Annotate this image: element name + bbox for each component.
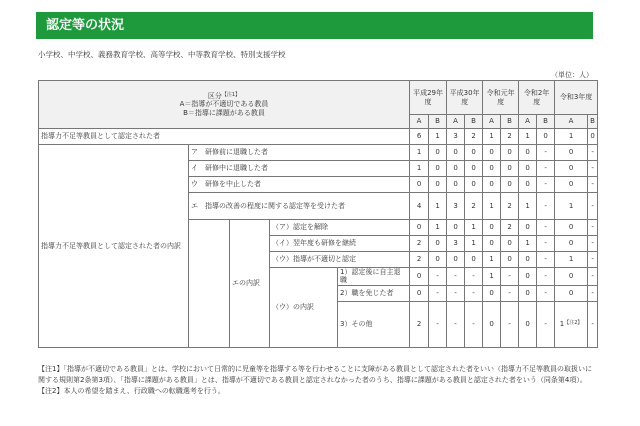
- row-label: イ 研修中に退職した者: [189, 161, 410, 177]
- cell: 0: [483, 220, 501, 236]
- cell: 0: [483, 145, 501, 161]
- cell: -: [537, 145, 555, 161]
- cell: 1: [519, 236, 537, 252]
- cell: 1: [483, 268, 501, 286]
- cell: 0: [555, 268, 588, 286]
- certification-table: [38, 80, 598, 348]
- cell: 0: [501, 145, 519, 161]
- e-breakdown-label: エの内訳: [230, 220, 270, 348]
- year-header: 平成29年度: [410, 81, 447, 115]
- cell: 0: [410, 268, 429, 286]
- cell: 0: [465, 145, 483, 161]
- cell: -: [588, 252, 598, 268]
- col-b: B: [501, 115, 519, 129]
- cell: 2: [501, 220, 519, 236]
- cell: 0: [447, 161, 465, 177]
- cell: -: [537, 268, 555, 286]
- cell: -: [537, 177, 555, 193]
- cell: 0: [483, 285, 501, 301]
- col-a: A: [555, 115, 588, 129]
- year-header: 平成30年度: [447, 81, 483, 115]
- cell: -: [588, 220, 598, 236]
- cell-value: 1: [559, 320, 565, 329]
- note-ref: 【注2】: [564, 320, 583, 327]
- cell: 1: [483, 193, 501, 220]
- header-kubun: 区分$^{【注1】}$ A＝指導が不適切である教員 B＝指導に課題がある教員: [39, 81, 410, 129]
- cell: -: [465, 301, 483, 347]
- table-row-total: [39, 129, 598, 145]
- cell: 0: [447, 145, 465, 161]
- cell: 2: [410, 236, 429, 252]
- cell: -: [537, 220, 555, 236]
- cell: 0: [483, 301, 501, 347]
- col-b: B: [465, 115, 483, 129]
- cell: 1: [410, 161, 429, 177]
- row-label: ウ 研修を中止した者: [189, 177, 410, 193]
- cell: 0: [537, 129, 555, 145]
- col-a: A: [519, 115, 537, 129]
- cell: -: [537, 285, 555, 301]
- cell: 0: [429, 161, 447, 177]
- cell: 0: [465, 177, 483, 193]
- cell: 0: [447, 252, 465, 268]
- cell: 1: [555, 252, 588, 268]
- col-a: A: [410, 115, 429, 129]
- cell: 0: [519, 220, 537, 236]
- cell: 0: [483, 161, 501, 177]
- cell: -: [588, 161, 598, 177]
- cell: 2: [465, 129, 483, 145]
- col-a: A: [447, 115, 465, 129]
- cell: 0: [447, 220, 465, 236]
- school-types: 小学校、中学校、義務教育学校、高等学校、中等教育学校、特別支援学校: [38, 50, 286, 59]
- cell: 0: [447, 177, 465, 193]
- cell: 0: [519, 268, 537, 286]
- cell: 0: [483, 177, 501, 193]
- cell: -: [465, 285, 483, 301]
- cell: -: [447, 285, 465, 301]
- footnote: 【注1】「指導が不適切である教員」とは、学校において日常的に児童等を指導する等を行わせることに支障がある教員として認定された者をいい（指導力不足等教員の取扱いに関する規則第2条第3項）、「指導に課題がある教員」とは、指導が不適切である教員と認定されなかった者のうち、指導に課題がある教員と認定された者をいう（同条第4項）。: [38, 365, 592, 384]
- cell: 1: [429, 220, 447, 236]
- cell: 0: [519, 161, 537, 177]
- cell: 2: [501, 129, 519, 145]
- row-label: 3）その他: [338, 301, 410, 347]
- cell: 0: [501, 236, 519, 252]
- year-header: 令和2年度: [519, 81, 555, 115]
- col-a: A: [483, 115, 501, 129]
- cell: -: [588, 177, 598, 193]
- cell: 1: [519, 193, 537, 220]
- cell: 0: [410, 285, 429, 301]
- cell: 1: [429, 193, 447, 220]
- cell: -: [501, 301, 519, 347]
- cell: 0: [501, 161, 519, 177]
- cell: 1: [519, 129, 537, 145]
- row-label: （ア）認定を解除: [270, 220, 410, 236]
- cell: 0: [519, 301, 537, 347]
- row-label: 1）認定後に自主退職: [338, 268, 410, 286]
- cell: 0: [555, 220, 588, 236]
- table-row: [39, 145, 598, 161]
- cell: -: [588, 301, 598, 347]
- row-label: 指導力不足等教員として認定された者: [39, 129, 410, 145]
- cell: 1: [465, 220, 483, 236]
- cell: 0: [410, 220, 429, 236]
- cell: -: [537, 161, 555, 177]
- col-b: B: [429, 115, 447, 129]
- cell: -: [447, 301, 465, 347]
- cell: 1: [483, 252, 501, 268]
- cell: 1: [555, 129, 588, 145]
- row-label: 2）職を免じた者: [338, 285, 410, 301]
- cell: 0: [519, 252, 537, 268]
- year-header: 令和元年度: [483, 81, 519, 115]
- cell: -: [537, 236, 555, 252]
- cell: -: [501, 285, 519, 301]
- cell: 0: [429, 236, 447, 252]
- cell: 0: [588, 129, 598, 145]
- cell: -: [429, 301, 447, 347]
- cell: -: [588, 236, 598, 252]
- cell: -: [588, 193, 598, 220]
- cell: 2: [465, 193, 483, 220]
- col-b: B: [588, 115, 598, 129]
- cell: 1: [483, 129, 501, 145]
- cell: 0: [555, 145, 588, 161]
- spacer-cell: [189, 220, 230, 348]
- cell: 0: [465, 161, 483, 177]
- cell: 1: [429, 129, 447, 145]
- footnotes: [38, 364, 594, 397]
- cell: 4: [410, 193, 429, 220]
- cell: 2: [410, 252, 429, 268]
- row-label: エ 指導の改善の程度に関する認定等を受けた者: [189, 193, 410, 220]
- cell: 0: [519, 145, 537, 161]
- cell: 0: [465, 252, 483, 268]
- table-header-row: [39, 81, 598, 115]
- cell: -: [537, 193, 555, 220]
- cell: 1: [465, 236, 483, 252]
- cell: 0: [501, 177, 519, 193]
- cell: -: [588, 285, 598, 301]
- cell: 0: [501, 252, 519, 268]
- cell: -: [537, 301, 555, 347]
- cell: 3: [447, 193, 465, 220]
- cell: -: [429, 268, 447, 286]
- cell: 2: [410, 301, 429, 347]
- cell: 1: [410, 145, 429, 161]
- cell: 0: [410, 177, 429, 193]
- cell: 0: [555, 285, 588, 301]
- cell: -: [429, 285, 447, 301]
- cell: 6: [410, 129, 429, 145]
- cell: 0: [555, 177, 588, 193]
- col-b: B: [537, 115, 555, 129]
- cell: 0: [429, 177, 447, 193]
- cell: -: [537, 252, 555, 268]
- cell: -: [588, 145, 598, 161]
- unit-label: （単位：人）: [551, 71, 593, 79]
- cell: 1: [555, 193, 588, 220]
- cell: 2: [501, 193, 519, 220]
- row-label: ア 研修前に退職した者: [189, 145, 410, 161]
- row-label: （ウ）指導が不適切と認定: [270, 252, 410, 268]
- u-breakdown-label: （ウ）の内訳: [270, 268, 338, 348]
- cell: 0: [429, 145, 447, 161]
- cell: -: [465, 268, 483, 286]
- year-header: 令和3年度: [555, 81, 598, 115]
- cell: -: [588, 268, 598, 286]
- cell: 0: [483, 236, 501, 252]
- cell: -: [501, 268, 519, 286]
- cell: -: [447, 268, 465, 286]
- row-label: （イ）翌年度も研修を継続: [270, 236, 410, 252]
- group-label: 指導力不足等教員として認定された者の内訳: [39, 145, 189, 348]
- cell: 3: [447, 129, 465, 145]
- page-title: 認定等の状況: [36, 12, 593, 39]
- cell: 0: [555, 161, 588, 177]
- cell: 0: [555, 236, 588, 252]
- cell: [555, 301, 588, 347]
- cell: 0: [429, 252, 447, 268]
- cell: 0: [519, 285, 537, 301]
- footnote: 【注2】本人の希望を踏まえ、行政職への転職選考を行う。: [38, 387, 225, 395]
- cell: 3: [447, 236, 465, 252]
- cell: 0: [519, 177, 537, 193]
